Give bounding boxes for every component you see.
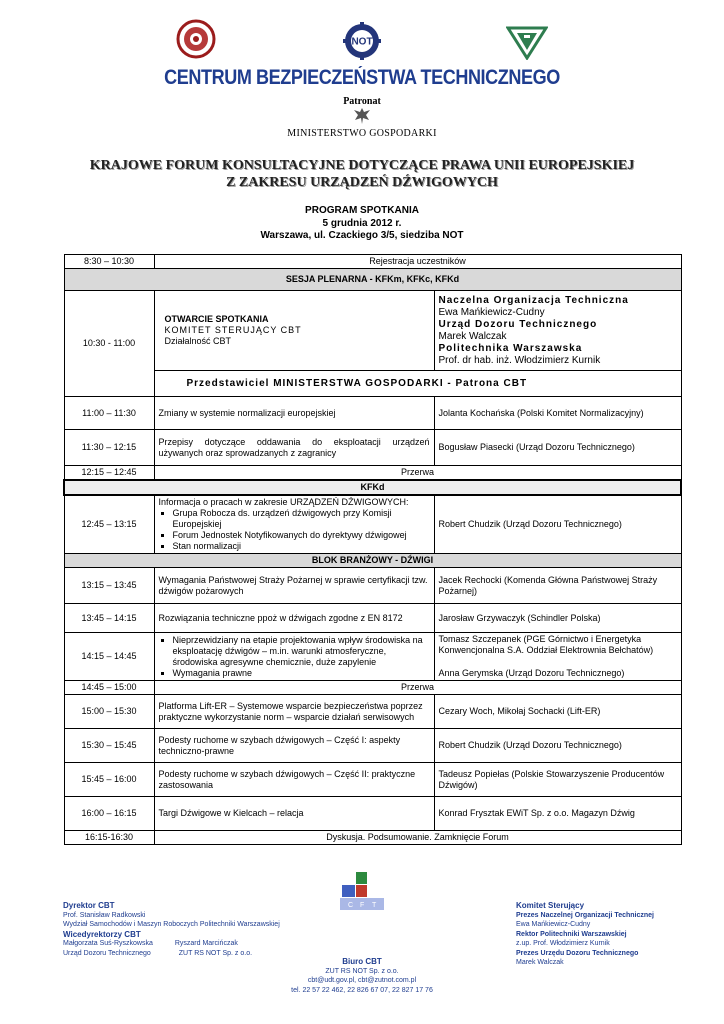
list-item: ▪ Nieprzewidziany na etapie projektowania wpływ środowiska na eksploatację dźwigów – m.in. warunki atmosferyczne, środowiska agresywne chemicznie, duże zapylenie [173, 635, 430, 668]
footer-heading: Dyrektor CBT [63, 901, 115, 910]
speaker-cell: Bogusław Piasecki (Urząd Dozoru Technicznego) [434, 430, 681, 466]
table-row [64, 480, 681, 495]
footer-heading: Wicedyrektorzy CBT [63, 929, 141, 939]
cft-letter: F [360, 902, 365, 909]
list-item: ▪ Grupa Robocza ds. urządzeń dźwigowych przy Komisji Europejskiej [173, 508, 430, 530]
opening-committee: KOMITET STERUJĄCY CBT [164, 325, 302, 335]
speaker-line: Anna Gerymska (Urząd Dozoru Technicznego) [438, 668, 625, 678]
footer-org: Urząd Dozoru Technicznego [63, 949, 151, 957]
footer-line: Prezes Naczelnej Organizacji Technicznej [516, 911, 654, 919]
footer-line: Ewa Mańkiewicz-Cudny [516, 921, 591, 928]
speaker-cell [434, 633, 681, 681]
topic-cell: Wymagania Państwowej Straży Pożarnej w sprawie certyfikacji tzw. dźwigów pożarowych [154, 568, 434, 604]
table-row [64, 255, 681, 269]
time-cell: 13:15 – 13:45 [64, 568, 154, 604]
footer-org: ZUT RS NOT Sp. z o.o. [178, 949, 253, 957]
footer-name: Ryszard Marcińczak [174, 940, 238, 947]
speaker-cell: Konrad Frysztak EWiT Sp. z o.o. Magazyn Dźwig [434, 797, 681, 831]
opening-cell [154, 291, 434, 371]
org-title: CENTRUM BEZPIECZEŃSTWA TECHNICZNEGO [164, 66, 560, 89]
session-cell: Rejestracja uczestników [154, 255, 681, 269]
program-title: PROGRAM SPOTKANIA [305, 205, 419, 216]
list-item: ▪ Stan normalizacji [173, 541, 430, 552]
table-row [64, 681, 681, 695]
topic-list [159, 635, 430, 679]
footer-heading: Komitet Sterujący [516, 901, 585, 910]
speaker-cell: Jolanta Kochańska (Polski Komitet Normalizacyjny) [434, 397, 681, 430]
speaker-line: Tomasz Szczepanek (PGE Górnictwo i Energetyka Konwencjonalna S.A. Oddział Elektrownia Bełchatów) [438, 634, 654, 655]
speaker-name: Marek Walczak [438, 330, 507, 342]
topic-cell: Rozwiązania techniczne ppoż w dźwigach zgodne z EN 8172 [154, 604, 434, 633]
cft-letter: T [372, 902, 377, 909]
topic-cell [154, 633, 434, 681]
footer-email: cbt@udt.gov.pl, cbt@zutnot.com.pl [307, 977, 417, 984]
not-logo-text: NOT [351, 36, 373, 48]
speaker-name: Ewa Mańkiewicz-Cudny [438, 306, 545, 318]
cft-letter: C [348, 902, 354, 909]
footer-line: Wydział Samochodów i Maszyn Roboczych Politechniki Warszawskiej [63, 921, 280, 928]
table-row [64, 397, 681, 430]
plenary-header: SESJA PLENARNA - KFKm, KFKc, KFKd [64, 269, 681, 291]
closing-cell: Dyskusja. Podsumowanie. Zamknięcie Forum [154, 831, 681, 845]
speaker-org: Urząd Dozoru Technicznego [438, 318, 598, 330]
eagle-emblem-icon [352, 107, 372, 125]
topic-cell: Podesty ruchome w szybach dźwigowych – Część II: praktyczne zastosowania [154, 763, 434, 797]
list-item: ▪ Wymagania prawne [173, 668, 430, 679]
table-row [64, 831, 681, 845]
table-row [64, 554, 681, 568]
footer-director-block [63, 901, 280, 958]
time-cell: 8:30 – 10:30 [64, 255, 154, 269]
program-place: Warszawa, ul. Czackiego 3/5, siedziba NOT [260, 230, 464, 241]
table-row [64, 371, 681, 397]
time-cell: 12:45 – 13:15 [64, 495, 154, 554]
opening-title: OTWARCIE SPOTKANIA [164, 314, 269, 324]
block-header: BLOK BRANŻOWY - DŹWIGI [64, 554, 681, 568]
time-cell: 16:00 – 16:15 [64, 797, 154, 831]
table-row [64, 466, 681, 481]
opening-speakers-cell [434, 291, 681, 371]
schedule-table [63, 254, 682, 845]
footer-line: z.up. Prof. Włodzimierz Kurnik [516, 940, 610, 947]
kfkd-header: KFKd [64, 480, 681, 495]
time-cell: 11:00 – 11:30 [64, 397, 154, 430]
time-cell: 11:30 – 12:15 [64, 430, 154, 466]
table-row [64, 604, 681, 633]
time-cell: 14:45 – 15:00 [64, 681, 154, 695]
forum-title-line1: KRAJOWE FORUM KONSULTACYJNE DOTYCZĄCE PRAWA UNII EUROPEJSKIEJ [89, 158, 635, 173]
time-cell: 15:45 – 16:00 [64, 763, 154, 797]
cft-logo [338, 872, 386, 912]
topic-cell: Przepisy dotyczące oddawania do eksploatacji urządzeń używanych oraz sprowadzanych z zagranicy [154, 430, 434, 466]
speaker-org: Naczelna Organizacja Techniczna [438, 294, 629, 306]
footer-line: Rektor Politechniki Warszawskiej [516, 930, 627, 938]
time-cell: 15:00 – 15:30 [64, 695, 154, 729]
footer-heading: Biuro CBT [342, 957, 382, 966]
topic-cell [154, 495, 434, 554]
topic-cell: Platforma Lift-ER – Systemowe wsparcie bezpieczeństwa poprzez praktyczne wykorzystanie norm – wsparcie działań serwisowych [154, 695, 434, 729]
time-cell: 16:15-16:30 [64, 831, 154, 845]
opening-activity: Działalność CBT [164, 336, 232, 346]
topic-cell: Targi Dźwigowe w Kielcach – relacja [154, 797, 434, 831]
topic-list [159, 508, 430, 552]
speaker-name: Prof. dr hab. inż. Włodzimierz Kurnik [438, 354, 601, 366]
table-row [64, 568, 681, 604]
table-row [64, 763, 681, 797]
topic-cell: Zmiany w systemie normalizacji europejskiej [154, 397, 434, 430]
footer-line: Prezes Urzędu Dozoru Technicznego [516, 949, 639, 957]
table-row [64, 430, 681, 466]
footer-line: Marek Walczak [516, 959, 564, 966]
footer-phone: tel. 22 57 22 462, 22 826 67 07, 22 827 17 76 [291, 986, 433, 994]
time-cell: 12:15 – 12:45 [64, 466, 154, 481]
footer-line: ZUT RS NOT Sp. z o.o. [325, 967, 399, 975]
topic-cell: Podesty ruchome w szybach dźwigowych – Część I: aspekty techniczno-prawne [154, 729, 434, 763]
break-cell: Przerwa [154, 681, 681, 695]
program-date: 5 grudnia 2012 r. [322, 217, 402, 229]
table-row [64, 695, 681, 729]
ministry-rep-cell: Przedstawiciel MINISTERSTWA GOSPODARKI - Patrona CBT [154, 371, 681, 397]
table-row [64, 729, 681, 763]
seal-logo [176, 18, 216, 60]
forum-title [0, 157, 724, 191]
forum-title-line2: Z ZAKRESU URZĄDZEŃ DŹWIGOWYCH [226, 175, 498, 190]
table-row [64, 291, 681, 371]
speaker-cell: Jacek Rechocki (Komenda Główna Państwowej Straży Pożarnej) [434, 568, 681, 604]
speaker-cell: Jarosław Grzywaczyk (Schindler Polska) [434, 604, 681, 633]
time-cell: 14:15 – 14:45 [64, 633, 154, 681]
time-cell: 15:30 – 15:45 [64, 729, 154, 763]
patronat-label: Patronat [343, 96, 381, 107]
table-row [64, 633, 681, 681]
table-row [64, 797, 681, 831]
time-cell: 13:45 – 14:15 [64, 604, 154, 633]
time-cell: 10:30 - 11:00 [64, 291, 154, 397]
speaker-cell: Robert Chudzik (Urząd Dozoru Technicznego) [434, 495, 681, 554]
not-logo [343, 22, 381, 60]
footer-line [63, 939, 280, 949]
program-heading [0, 205, 724, 243]
table-row [64, 269, 681, 291]
list-item: ▪ Forum Jednostek Notyfikowanych do dyrektywy dźwigowej [173, 530, 430, 541]
speaker-org: Politechnika Warszawska [438, 342, 583, 354]
table-row [64, 495, 681, 554]
topic-intro: Informacja o pracach w zakresie URZĄDZEŃ DŹWIGOWYCH: [158, 497, 409, 507]
speaker-cell: Robert Chudzik (Urząd Dozoru Technicznego) [434, 729, 681, 763]
break-cell: Przerwa [154, 466, 681, 481]
udt-logo [506, 26, 548, 60]
footer-office-block [0, 957, 724, 995]
footer-name: Małgorzata Suś-Ryszkowska [63, 940, 153, 947]
speaker-cell: Cezary Woch, Mikołaj Sochacki (Lift-ER) [434, 695, 681, 729]
footer-line: Prof. Stanisław Radkowski [63, 911, 146, 919]
ministry-name: MINISTERSTWO GOSPODARKI [287, 128, 437, 139]
speaker-cell: Tadeusz Popiełas (Polskie Stowarzyszenie Producentów Dźwigów) [434, 763, 681, 797]
